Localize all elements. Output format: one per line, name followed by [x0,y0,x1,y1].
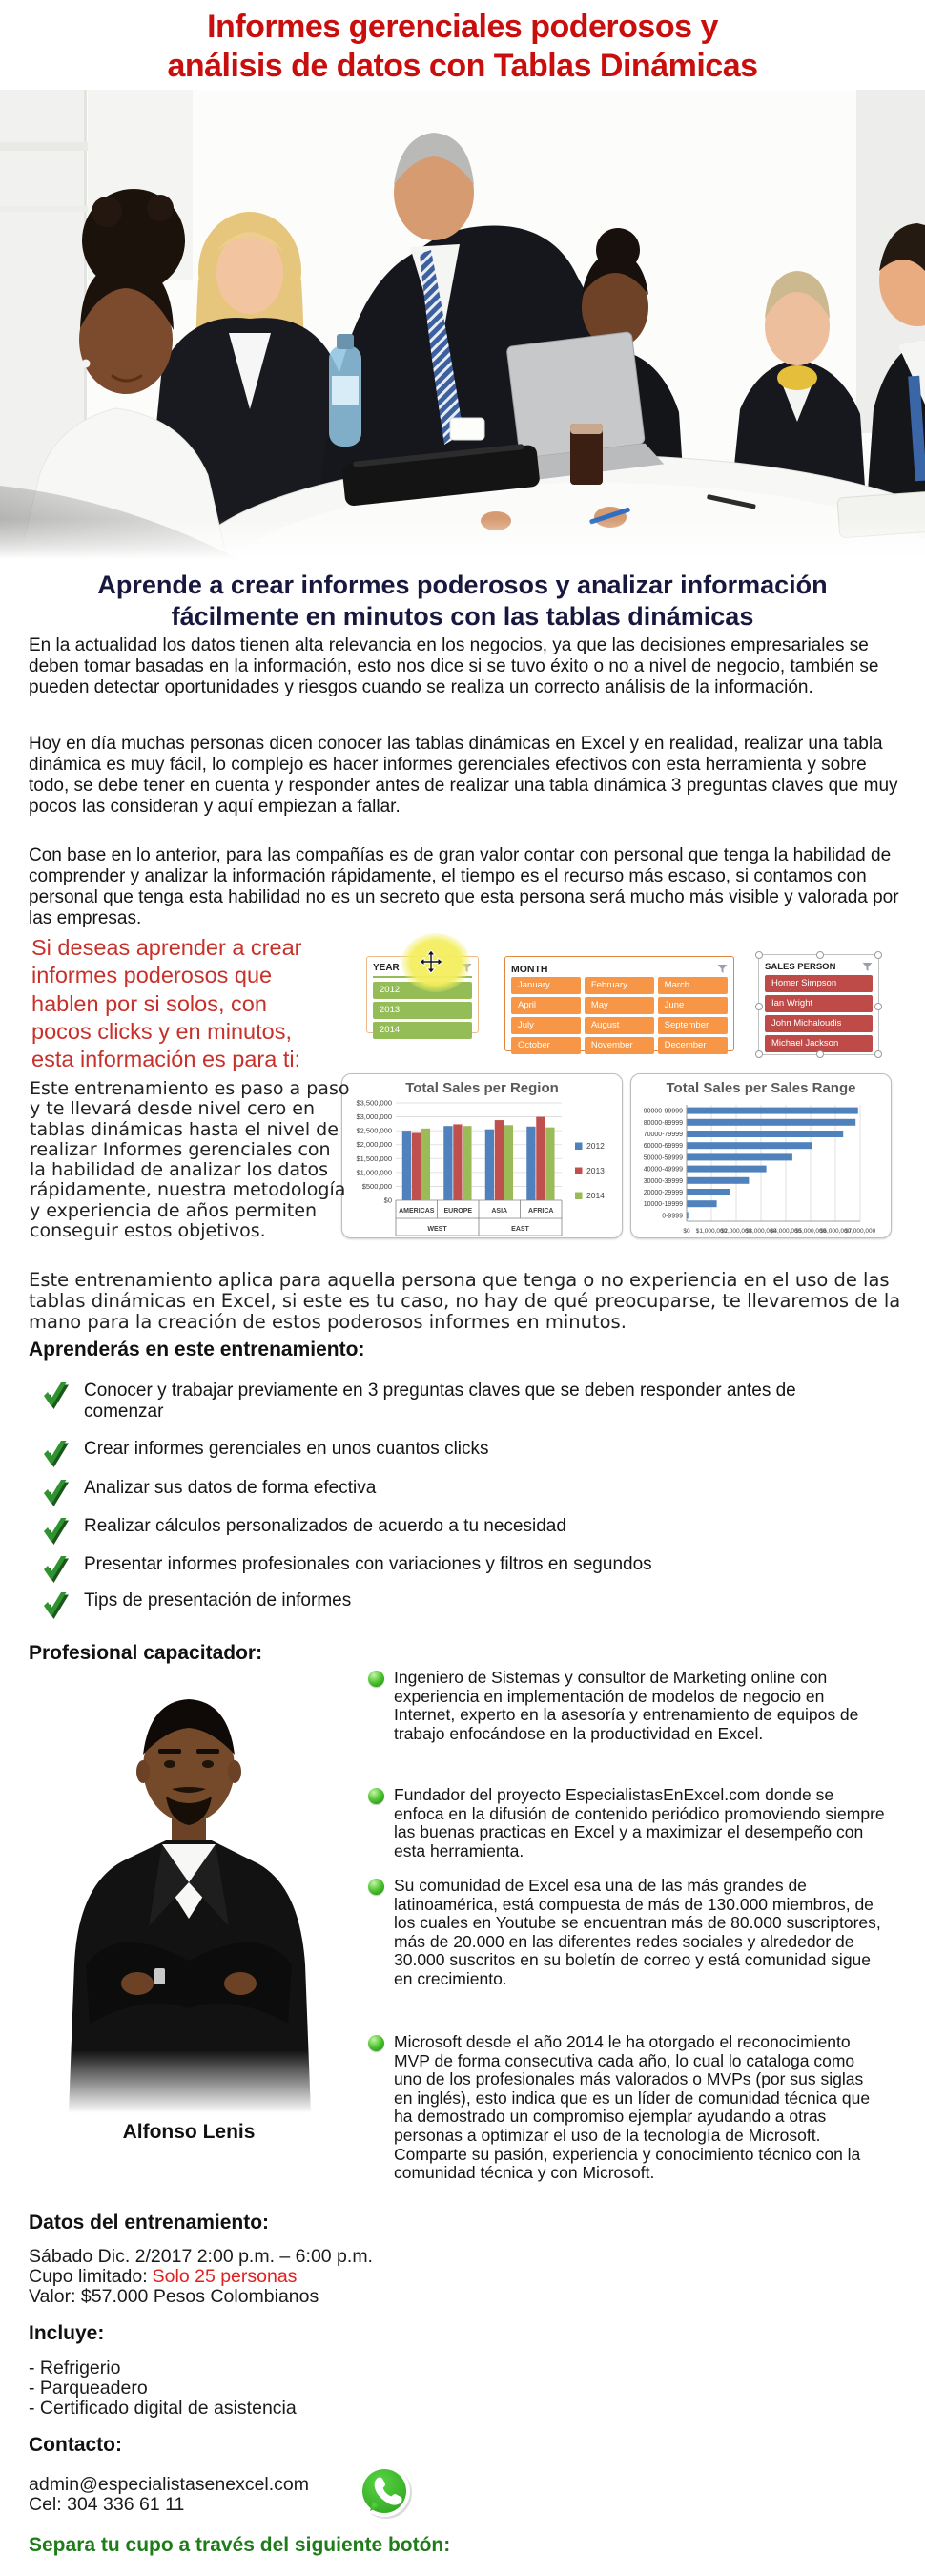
trainer-bullet-text: Fundador del proyecto EspecialistasEnExcel.com donde se enfoca en la difusión de contenido periódico promoviendo siempre las buenas practicas en Excel y a maximizar el desempeño con esta herramienta. [394,1785,885,1860]
svg-text:WEST: WEST [427,1226,447,1233]
slicer-month-item[interactable]: March [658,977,728,994]
trainer-bullet [368,1877,888,1989]
subtitle-line-1: Aprende a crear informes poderosos y analizar información [97,571,828,599]
slicer-year-item[interactable]: 2014 [373,1022,472,1039]
slicer-month-item[interactable]: July [511,1017,581,1034]
svg-text:2013: 2013 [586,1166,605,1175]
selection-handle[interactable] [874,951,882,959]
selection-handle[interactable] [816,1050,824,1058]
price: Valor: $57.000 Pesos Colombianos [29,2286,319,2307]
callout-line: Si deseas aprender a crear [31,935,302,960]
slicer-sales-person [758,954,879,1055]
intro-paragraph-3: Con base en lo anterior, para las compañías es de gran valor contar con personal que tenga la habilidad de comprender y analizar la información rápidamente, el tiempo es el recurso más escaso, si contamos con personal que tenga esta habilidad no es un secreto que esta persona será mucho más visible y valorada por las empresas. [29,845,899,928]
check-icon [40,1589,72,1624]
slicer-sales-person-title: SALES PERSON [765,962,836,972]
svg-text:60000-69999: 60000-69999 [643,1143,683,1151]
callout-line: hablen por si solos, con [31,990,267,1016]
list-item-text: Presentar informes profesionales con variaciones y filtros en segundos [84,1554,652,1574]
check-icon [40,1552,72,1588]
whatsapp-icon[interactable] [357,2463,414,2523]
callout-line: pocos clicks y en minutos, [31,1018,292,1044]
list-item [40,1590,860,1624]
trainer-name: Alfonso Lenis [122,2121,256,2143]
details-heading: Datos del entrenamiento: [29,2212,270,2233]
slicer-month-title: MONTH [511,963,548,975]
svg-text:40000-49999: 40000-49999 [643,1166,683,1174]
callout-text [31,934,360,1073]
svg-text:$0: $0 [683,1228,690,1235]
svg-text:80000-89999: 80000-89999 [643,1119,683,1127]
region-chart [341,1073,623,1238]
sales-range-chart [630,1073,892,1238]
svg-text:$3,500,000: $3,500,000 [356,1098,392,1108]
list-item-text: Realizar cálculos personalizados de acuerdo a tu necesidad [84,1516,566,1536]
list-item [40,1381,860,1423]
green-bullet-icon [368,1671,384,1687]
list-item-text: Conocer y trabajar previamente en 3 preguntas claves que se deben responder antes de comenzar [84,1381,796,1422]
includes-item: - Parqueadero [29,2378,148,2399]
region-chart-title: Total Sales per Region [405,1080,559,1096]
svg-text:0-9999: 0-9999 [662,1213,683,1220]
check-icon [40,1476,72,1511]
slicer-year-title: YEAR [373,963,400,973]
svg-text:ASIA: ASIA [491,1208,508,1215]
page-title-line-1: Informes gerenciales poderosos y [207,9,718,45]
capacity [29,2267,297,2287]
svg-text:2012: 2012 [586,1141,605,1151]
svg-text:50000-59999: 50000-59999 [643,1154,683,1162]
trainer-heading: Profesional capacitador: [29,1642,263,1664]
sales-range-chart-title: Total Sales per Sales Range [666,1080,856,1096]
trainer-photo [59,1676,319,2113]
svg-text:70000-79999: 70000-79999 [643,1132,683,1138]
trainer-bullet-text: Su comunidad de Excel esa una de las más grandes de latinoamérica, está compuesta de más de 130.000 miembros, de los cuales en Youtube se encuentran más de 80.000 suscriptores, más de 20.000 en las diferentes redes sociales y alrededor de 30.000 suscritos en su boletín de correo y está comunidad sigue en crecimiento. [394,1876,881,1988]
slicer-year-item[interactable]: 2013 [373,1002,472,1019]
list-item-text: Analizar sus datos de forma efectiva [84,1478,377,1498]
svg-text:$2,500,000: $2,500,000 [356,1126,392,1135]
slicer-sales-person-item[interactable]: John Michaloudis [765,1015,873,1032]
check-icon [40,1379,72,1414]
filter-funnel-icon[interactable] [717,964,728,974]
svg-text:EUROPE: EUROPE [443,1208,473,1215]
list-item [40,1439,860,1472]
svg-text:20000-29999: 20000-29999 [643,1190,683,1196]
slicer-sales-person-item[interactable]: Homer Simpson [765,975,873,992]
slicer-month-item[interactable]: May [585,997,654,1014]
selection-handle[interactable] [874,1003,882,1010]
callout-line: esta información es para ti: [31,1047,301,1072]
svg-text:10000-19999: 10000-19999 [643,1201,683,1209]
slicer-sales-person-item[interactable]: Ian Wright [765,995,873,1012]
svg-text:EAST: EAST [511,1226,529,1233]
list-item-text: Crear informes gerenciales en unos cuantos clicks [84,1439,489,1459]
svg-text:$0: $0 [383,1195,392,1205]
move-cursor-icon [420,950,442,973]
includes-item: - Refrigerio [29,2358,121,2379]
svg-text:$6,000,000: $6,000,000 [819,1228,852,1235]
svg-text:$2,000,000: $2,000,000 [356,1140,392,1150]
schedule: Sábado Dic. 2/2017 2:00 p.m. – 6:00 p.m. [29,2246,373,2267]
hero-image [0,90,925,559]
svg-text:90000-99999: 90000-99999 [643,1108,683,1115]
trainer-bullet-text: Ingeniero de Sistemas y consultor de Marketing online con experiencia en implementación de modelos de negocio en Internet, experto en la asesoría y entrenamiento de equipos de trabajo enfocándose en la productividad en Excel. [394,1668,859,1743]
intro-paragraph-1: En la actualidad los datos tienen alta relevancia en los negocios, ya que las decisiones empresariales se deben tomar basadas en la información, esto nos dice si se tuvo éxito o no a nivel de negocio, también se pueden detectar oportunidades y riesgos cuando se realiza un correcto análisis de la información. [29,635,879,697]
selection-handle[interactable] [755,1003,763,1010]
trainer-bullet [368,1669,888,1743]
selection-handle[interactable] [755,951,763,959]
capacity-value: Solo 25 personas [152,2266,298,2287]
contact-heading: Contacto: [29,2434,122,2456]
selection-handle[interactable] [874,1050,882,1058]
svg-text:$3,000,000: $3,000,000 [745,1228,777,1235]
page-title [0,8,925,86]
slicer-month-item[interactable]: August [585,1017,654,1034]
slicer-month-item[interactable]: June [658,997,728,1014]
check-icon [40,1514,72,1549]
callout-line: informes poderosos que [31,963,273,988]
contact-email[interactable]: admin@especialistasenexcel.com [29,2474,310,2495]
list-item [40,1554,860,1588]
svg-text:AFRICA: AFRICA [528,1208,554,1215]
slicer-month-item[interactable]: April [511,997,581,1014]
svg-text:2014: 2014 [586,1191,605,1200]
green-bullet-icon [368,1879,384,1895]
check-icon [40,1437,72,1472]
selection-handle[interactable] [755,1050,763,1058]
includes-item: - Certificado digital de asistencia [29,2398,297,2419]
trainer-bullet [368,1786,888,1860]
subtitle-line-2: fácilmente en minutos con las tablas dinámicas [171,602,754,631]
slicer-month-item[interactable]: October [511,1037,581,1054]
trainer-bullet [368,2033,888,2183]
page-title-line-2: análisis de datos con Tablas Dinámicas [167,48,758,84]
svg-text:$500,000: $500,000 [361,1181,392,1191]
svg-text:$1,000,000: $1,000,000 [695,1228,728,1235]
includes-heading: Incluye: [29,2322,105,2344]
svg-text:$5,000,000: $5,000,000 [794,1228,827,1235]
slicer-month [504,956,734,1051]
filter-funnel-icon[interactable] [862,962,873,972]
subtitle [0,570,925,633]
slicer-month-item[interactable]: September [658,1017,728,1034]
learn-heading: Aprenderás en este entrenamiento: [29,1339,365,1361]
capacity-label: Cupo limitado: [29,2266,148,2287]
green-bullet-icon [368,1788,384,1804]
list-item [40,1516,860,1549]
slicer-month-item[interactable]: February [585,977,654,994]
list-item-text: Tips de presentación de informes [84,1590,352,1610]
trainer-bullet-text: Microsoft desde el año 2014 le ha otorgado el reconocimiento MVP de forma consecutiva cada año, lo cual lo cataloga como uno de los profesionales más valorados o MVPs (por sus siglas en inglés), esto indica que es un líder de comunidad técnica que ha demostrado un compromiso ejemplar ayudando a otras personas a optimizar el uso de la tecnología de Microsoft. Comparte su pasión, experiencia y conocimiento técnico con la comunidad técnica y con Microsoft. [394,2032,871,2183]
selection-handle[interactable] [816,951,824,959]
slicer-year-item[interactable]: 2012 [373,982,472,999]
apply-paragraph: Este entrenamiento aplica para aquella persona que tenga o no experiencia en el uso de las tablas dinámicas en Excel, si este es tu caso, no hay de qué preocuparse, te llevaremos de la mano para la creación de estos poderosos informes en minutos. [29,1269,901,1333]
slicer-month-item[interactable]: January [511,977,581,994]
cta-text: Separa tu cupo a través del siguiente botón: [29,2534,451,2556]
svg-text:$2,000,000: $2,000,000 [720,1228,752,1235]
slicer-month-item[interactable]: November [585,1037,654,1054]
intro-paragraph-2: Hoy en día muchas personas dicen conocer las tablas dinámicas en Excel y en realidad, realizar una tabla dinámica es muy fácil, lo complejo es hacer informes gerenciales efectivos con esta herramienta y sobre todo, se debe tener en cuenta y responder antes de realizar una tabla dinámica 3 preguntas claves que muy pocos las consideran y aquí empiezan a fallar. [29,734,898,817]
svg-text:$3,000,000: $3,000,000 [356,1112,392,1122]
list-item [40,1478,860,1511]
slicer-sales-person-item[interactable]: Michael Jackson [765,1035,873,1052]
svg-text:$4,000,000: $4,000,000 [770,1228,802,1235]
svg-text:AMERICAS: AMERICAS [399,1208,435,1215]
svg-text:$7,000,000: $7,000,000 [844,1228,876,1235]
svg-text:30000-39999: 30000-39999 [643,1177,683,1185]
green-bullet-icon [368,2035,384,2051]
contact-phone: Cel: 304 336 61 11 [29,2494,185,2515]
slicer-month-item[interactable]: December [658,1037,728,1054]
training-paragraph: Este entrenamiento es paso a paso y te llevará desde nivel cero en tablas dinámicas hasta el nivel de realizar Informes gerenciales con la habilidad de analizar los datos rápidamente, nuestra metodología y experiencia de años permiten conseguir estos objetivos. [30,1078,350,1242]
svg-text:$1,000,000: $1,000,000 [356,1168,392,1177]
svg-text:$1,500,000: $1,500,000 [356,1153,392,1163]
